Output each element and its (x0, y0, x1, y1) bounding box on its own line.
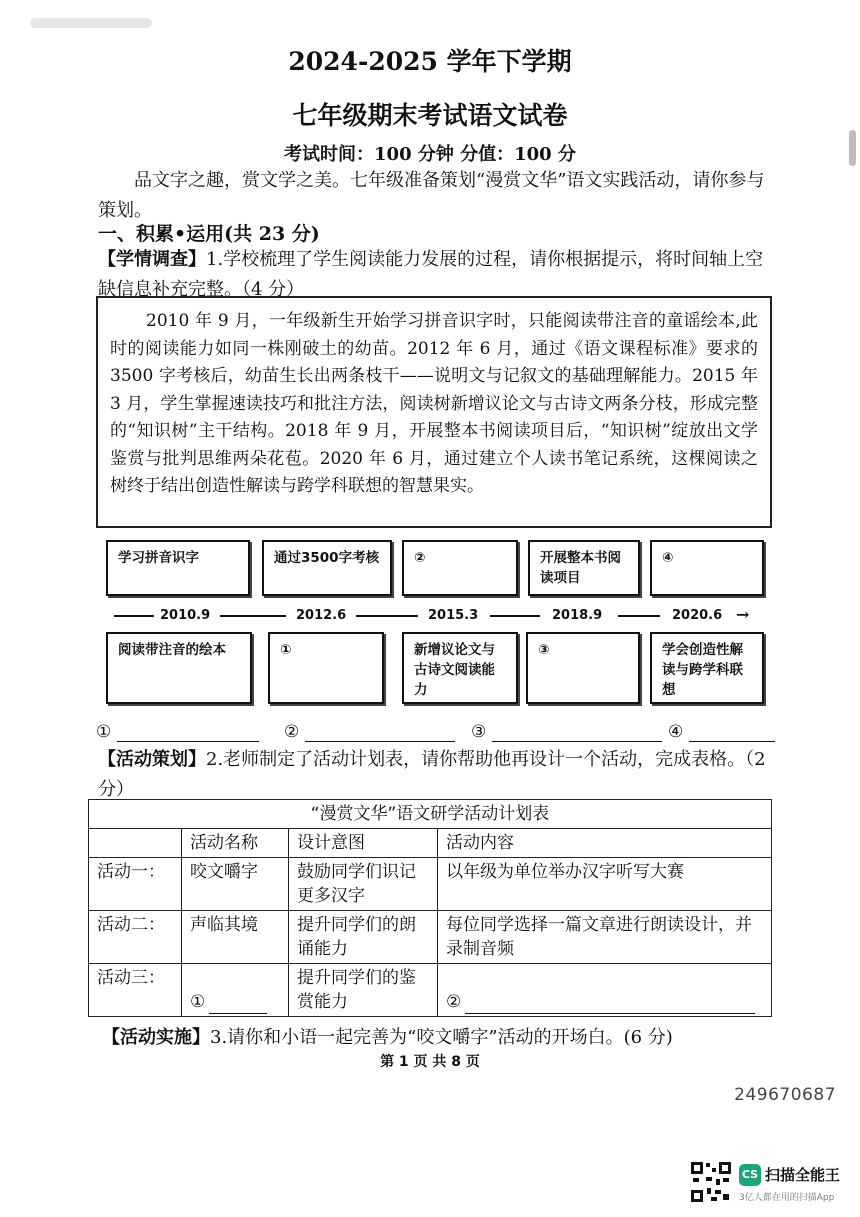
table-cell: 提升同学们的鉴赏能力 (289, 964, 438, 1017)
timeline-top-box: 开展整本书阅读项目 (528, 540, 640, 596)
exam-title: 七年级期末考试语文试卷 (292, 101, 568, 130)
timeline-year: 2010.9 (160, 608, 211, 623)
activity-plan-table (88, 799, 772, 1017)
timeline-axis (110, 605, 758, 624)
timeline-bottom-box: 阅读带注音的绘本 (106, 632, 252, 704)
blank-label: ③ (471, 722, 487, 742)
question-text: 3.请你和小语一起完善为“咬文嚼字”活动的开场白。(6 分) (210, 1027, 673, 1048)
question-2 (98, 745, 778, 805)
question-3 (102, 1023, 782, 1053)
scanner-tagline: 3亿人都在用的扫描App (739, 1193, 835, 1203)
blank-line[interactable] (209, 997, 267, 1014)
table-cell: 以年级为单位举办汉字听写大赛 (438, 858, 772, 911)
table-header-row (89, 829, 772, 858)
scanner-logo-icon: CS (739, 1164, 761, 1186)
question-tag: 【学情调查】 (98, 249, 206, 270)
question-tag: 【活动实施】 (102, 1027, 210, 1048)
intro-paragraph: 品文字之趣，赏文学之美。七年级准备策划“漫赏文华”语文实践活动，请你参与策划。 (98, 170, 765, 221)
table-cell: 每位同学选择一篇文章进行朗读设计，并录制音频 (438, 911, 772, 964)
table-caption: “漫赏文华”语文研学活动计划表 (89, 800, 772, 829)
table-blank-cell[interactable] (182, 964, 289, 1017)
blank-line[interactable] (689, 725, 775, 742)
table-header: 活动内容 (438, 829, 772, 858)
section-heading: 一、积累•运用(共 23 分) (98, 223, 320, 245)
table-row (89, 964, 772, 1017)
timeline-top-box: ② (402, 540, 518, 596)
timeline-year: 2020.6 (672, 608, 723, 623)
timeline-year: 2018.9 (552, 608, 603, 623)
timeline-top-box: 学习拼音识字 (106, 540, 250, 596)
question-text: 1.学校梳理了学生阅读能力发展的过程，请你根据提示，将时间轴上空缺信息补充完整。（4 分） (98, 249, 764, 300)
timeline-arrow-icon: → (736, 605, 750, 624)
timeline-bottom-box: ① (268, 632, 384, 704)
top-bar (30, 18, 152, 28)
timeline-top-box: 通过3500字考核 (262, 540, 392, 596)
timeline-bottom-box: 新增议论文与古诗文阅读能力 (402, 632, 518, 704)
qr-code-icon (689, 1160, 733, 1204)
table-cell: 活动二： (89, 911, 182, 964)
blank-line[interactable] (465, 997, 755, 1014)
answer-blanks (96, 722, 776, 744)
table-row (89, 858, 772, 911)
blank-label: ① (190, 992, 206, 1012)
page-number: 第 1 页 共 8 页 (380, 1054, 480, 1070)
blank-line[interactable] (117, 725, 259, 742)
blank-label: ④ (668, 722, 684, 742)
blank-label: ① (96, 722, 112, 742)
table-cell: 活动一： (89, 858, 182, 911)
timeline-year: 2015.3 (428, 608, 479, 623)
table-cell: 活动三： (89, 964, 182, 1017)
exam-meta: 考试时间：100 分钟 分值：100 分 (284, 144, 576, 165)
table-blank-cell[interactable] (438, 964, 772, 1017)
timeline-top-box: ④ (650, 540, 764, 596)
reading-passage: 2010 年 9 月，一年级新生开始学习拼音识字时，只能阅读带注音的童谣绘本,此时的阅读能力如同一株刚破土的幼苗。2012 年 6 月，通过《语文课程标准》要求的 3500 字考核后，幼苗生长出两条枝干——说明文与记叙文的基础理解能力。2015 年 3 月，学生掌握速读技巧和批注方法，阅读树新增议论文与古诗文两条分枝，形成完整的“知识树”主干结构。2018 年 9 月，开展整本书阅读项目后，“知识树”绽放出文学鉴赏与批判思维两朵花苞。2020 年 6 月，通过建立个人读书笔记系统，这棵阅读之树终于结出创造性解读与跨学科联想的智慧果实。 (96, 296, 772, 528)
timeline-year: 2012.6 (296, 608, 347, 623)
phone-watermark: 249670687 (734, 1085, 836, 1105)
table-header (89, 829, 182, 858)
timeline-bottom-box: 学会创造性解读与跨学科联想 (650, 632, 764, 704)
question-text: 2.老师制定了活动计划表，请你帮助他再设计一个活动，完成表格。（2 分） (98, 749, 766, 800)
table-cell: 咬文嚼字 (182, 858, 289, 911)
table-header: 设计意图 (289, 829, 438, 858)
table-cell: 声临其境 (182, 911, 289, 964)
blank-line[interactable] (305, 725, 455, 742)
scanner-app-name: 扫描全能王 (765, 1166, 841, 1184)
exam-year-title: 2024-2025 学年下学期 (288, 47, 572, 76)
table-cell: 提升同学们的朗诵能力 (289, 911, 438, 964)
blank-line[interactable] (492, 725, 662, 742)
table-row (89, 911, 772, 964)
table-header: 活动名称 (182, 829, 289, 858)
blank-label: ② (446, 992, 462, 1012)
question-tag: 【活动策划】 (98, 749, 206, 770)
table-cell: 鼓励同学们识记更多汉字 (289, 858, 438, 911)
blank-label: ② (284, 722, 300, 742)
timeline-bottom-box: ③ (526, 632, 640, 704)
